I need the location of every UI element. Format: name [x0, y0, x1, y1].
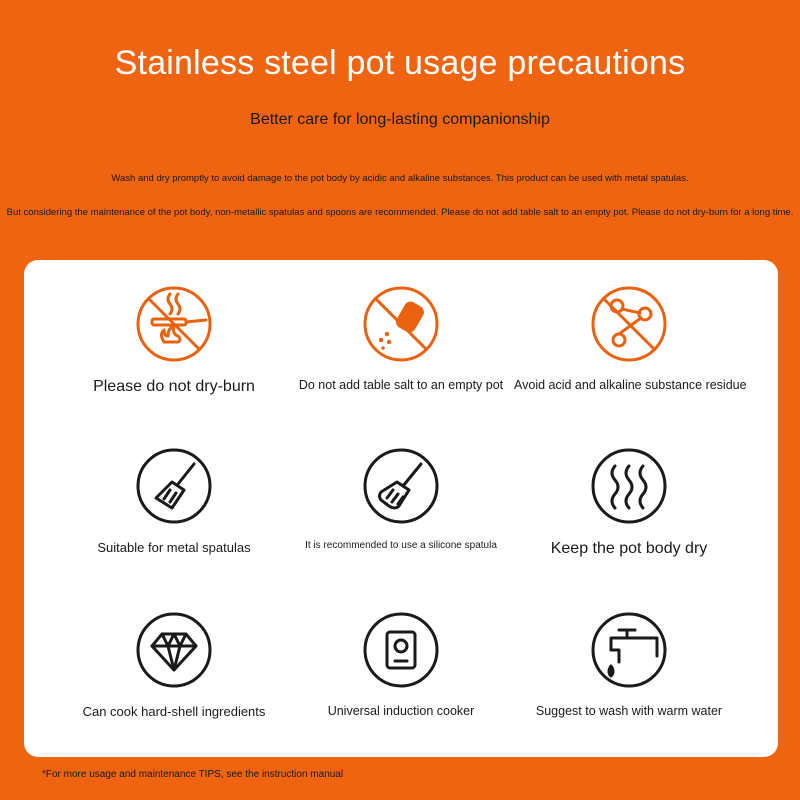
no-acid-alkaline-icon [589, 284, 669, 364]
tip-label: Avoid acid and alkaline substance residue [514, 378, 747, 392]
page-title: Stainless steel pot usage precautions [114, 44, 686, 82]
description-line-2: But considering the maintenance of the pot body, non-metallic spatulas and spoons are recommended. Please do not add table salt to an empty pot. Please do not dry-burn for a long time. [6, 207, 794, 218]
metal-spatula-icon [134, 446, 214, 526]
tips-card [24, 260, 778, 757]
page-subtitle: Better care for long-lasting companionship [250, 111, 550, 128]
silicone-spatula-icon [361, 446, 441, 526]
tip-label: Can cook hard-shell ingredients [82, 704, 266, 719]
tip-label: Do not add table salt to an empty pot [298, 378, 504, 392]
tip-label: It is recommended to use a silicone spatula [305, 540, 497, 551]
tip-label: Keep the pot body dry [550, 540, 708, 557]
tip-keep-dry [514, 446, 744, 558]
footnote: *For more usage and maintenance TIPS, see the instruction manual [42, 769, 344, 780]
tip-label: Please do not dry-burn [93, 378, 255, 395]
tip-induction [286, 610, 516, 718]
dry-waves-icon [589, 446, 669, 526]
tip-warm-water [514, 610, 744, 718]
no-salt-icon [361, 284, 441, 364]
tip-avoid-acid-alkaline [514, 284, 747, 392]
tip-label: Universal induction cooker [327, 704, 475, 718]
no-dry-burn-icon [134, 284, 214, 364]
description-line-1: Wash and dry promptly to avoid damage to the pot body by acidic and alkaline substances. This product can be used with metal spatulas. [111, 173, 689, 184]
faucet-icon [589, 610, 669, 690]
tip-hard-shell [59, 610, 289, 719]
induction-cooker-icon [361, 610, 441, 690]
tip-silicone-spatula [286, 446, 516, 551]
diamond-icon [134, 610, 214, 690]
tip-label: Suitable for metal spatulas [97, 540, 251, 555]
tip-label: Suggest to wash with warm water [535, 704, 723, 718]
tip-metal-spatula [59, 446, 289, 555]
tip-no-dry-burn [59, 284, 289, 396]
tip-no-salt [286, 284, 516, 392]
